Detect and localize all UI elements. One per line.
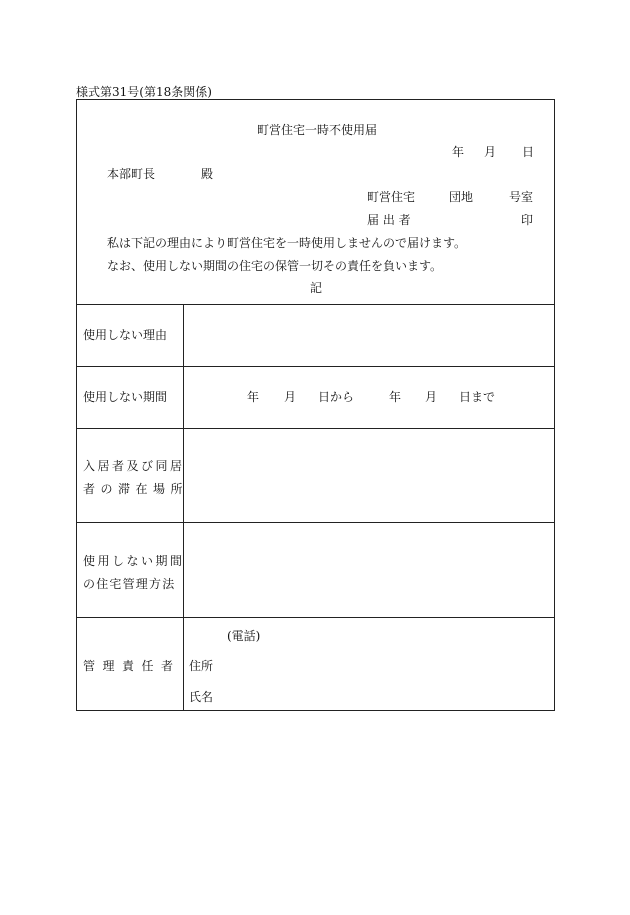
period-from-year: 年: [247, 390, 260, 404]
period-label: 使用しない期間: [83, 390, 168, 404]
period-to-day: 日まで: [459, 390, 496, 404]
residence-label-line2: 者の滞在場所: [83, 482, 189, 496]
honorific: 殿: [201, 167, 214, 181]
ki-label: 記: [310, 281, 323, 295]
seal-label: 印: [521, 213, 534, 227]
applicant-label: 届 出 者: [367, 213, 411, 227]
reason-field[interactable]: [184, 305, 555, 366]
manager-name-label: 氏名: [189, 690, 214, 704]
residence-field[interactable]: [184, 429, 555, 522]
reason-label: 使用しない理由: [83, 328, 168, 342]
room-label: 号室: [509, 190, 534, 204]
date-year-label: 年: [452, 145, 465, 159]
residence-label-line1: 入居者及び同居: [83, 459, 185, 473]
housing-label: 町営住宅: [367, 190, 416, 204]
management-field[interactable]: [184, 523, 555, 617]
manager-label: 管理責任者: [83, 659, 181, 673]
statement-2: なお、使用しない期間の住宅の保管一切その責任を負います。: [107, 259, 443, 273]
period-to-year: 年: [389, 390, 402, 404]
management-label-line1: 使用しない期間: [83, 554, 185, 568]
row-divider: [77, 617, 554, 618]
form-title: 町営住宅一時不使用届: [257, 123, 378, 137]
period-from-day: 日から: [318, 390, 355, 404]
statement-1: 私は下記の理由により町営住宅を一時使用しませんので届けます。: [107, 236, 467, 250]
period-from-month: 月: [284, 390, 297, 404]
danchi-label: 団地: [449, 190, 474, 204]
period-field[interactable]: [184, 367, 555, 428]
date-day-label: 日: [522, 145, 535, 159]
manager-phone-label: (電話): [227, 629, 261, 643]
management-label-line2: の住宅管理方法: [83, 577, 176, 591]
date-month-label: 月: [484, 145, 497, 159]
manager-address-label: 住所: [189, 659, 214, 673]
form-number: 様式第31号(第18条関係): [76, 85, 212, 99]
addressee: 本部町長: [107, 167, 156, 181]
period-to-month: 月: [425, 390, 438, 404]
form-frame: [76, 99, 555, 711]
